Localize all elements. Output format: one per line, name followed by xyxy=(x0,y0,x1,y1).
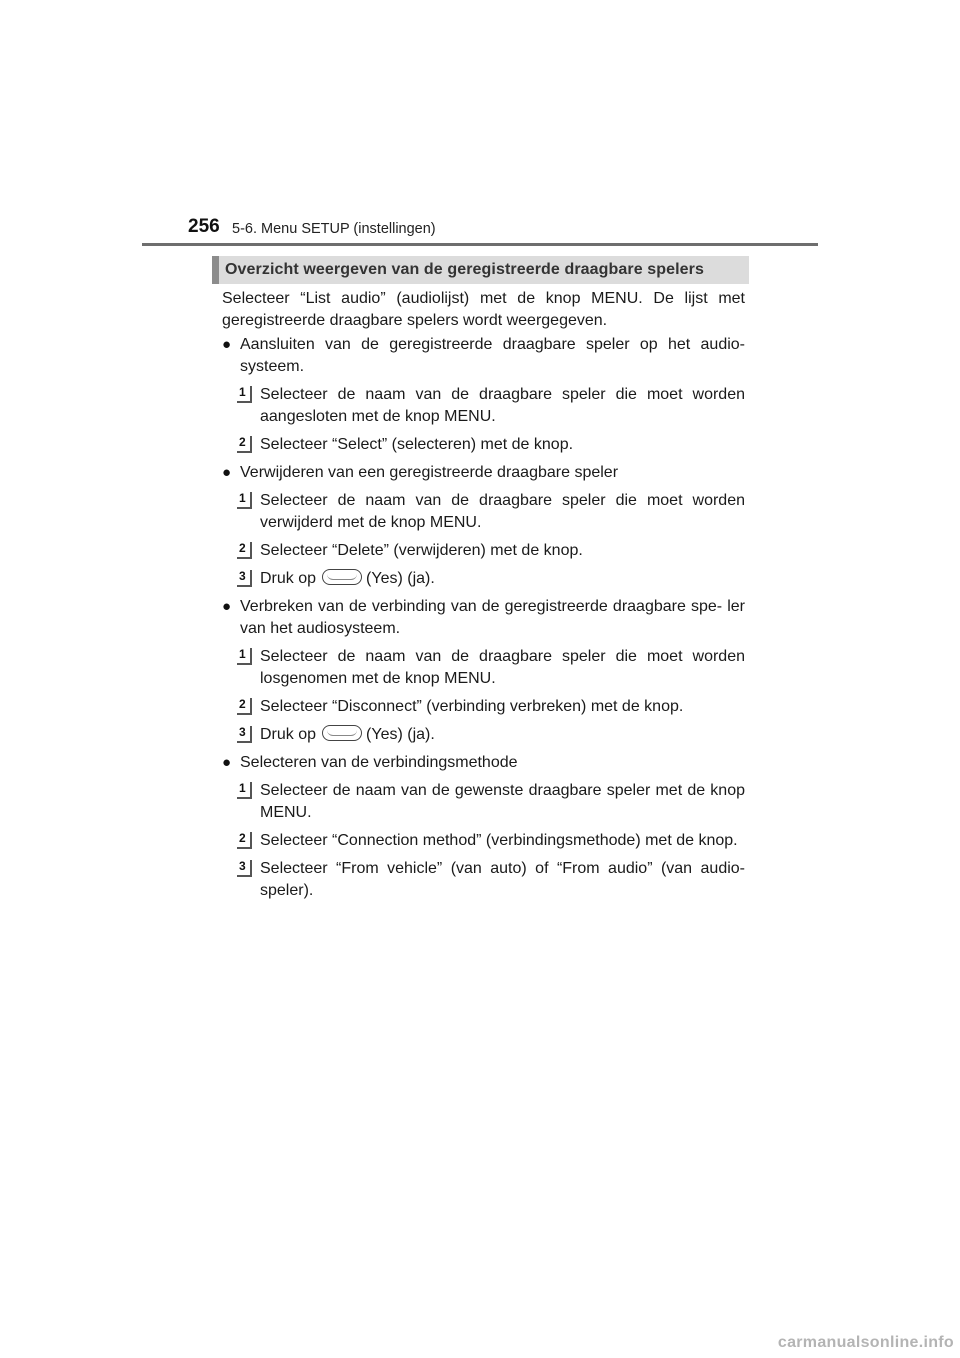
step-text-post: (Yes) (ja). xyxy=(366,570,435,587)
content xyxy=(222,288,745,908)
step-item xyxy=(222,858,745,902)
bullet-item xyxy=(222,596,745,640)
intro-paragraph: Selecteer “List audio” (audiolijst) met de knop MENU. De lijst met geregistreerde draagbare spelers wordt weergegeven. xyxy=(222,290,745,329)
header-rule xyxy=(142,243,818,246)
page-number: 256 xyxy=(188,216,220,237)
bullet-text: Aansluiten van de geregistreerde draagbare speler op het audio- systeem. xyxy=(240,336,745,375)
watermark: carmanualsonline.info xyxy=(777,1334,954,1351)
step-number: 1 xyxy=(237,492,252,509)
step-number: 1 xyxy=(237,782,252,799)
step-text: Selecteer “Select” (selecteren) met de knop. xyxy=(260,436,574,453)
step-item xyxy=(222,540,745,562)
bullet-text: Selecteren van de verbindingsmethode xyxy=(240,754,518,771)
step-item xyxy=(222,384,745,428)
step-number: 2 xyxy=(237,832,252,849)
step-item xyxy=(222,780,745,824)
bullet-icon: ● xyxy=(222,754,232,771)
instruction-group xyxy=(222,752,745,902)
step-number: 1 xyxy=(237,386,252,403)
step-text: Selecteer de naam van de draagbare speler die moet worden aangesloten met de knop MENU. xyxy=(260,386,745,425)
step-item xyxy=(222,830,745,852)
section-title: Overzicht weergeven van de geregistreerde draagbare spelers xyxy=(225,261,705,278)
bullet-item xyxy=(222,462,745,484)
step-item xyxy=(222,434,745,456)
step-item xyxy=(222,490,745,534)
bullet-icon: ● xyxy=(222,336,232,353)
instruction-group xyxy=(222,596,745,746)
bullet-icon: ● xyxy=(222,598,232,615)
step-number: 1 xyxy=(237,648,252,665)
step-number: 3 xyxy=(237,860,252,877)
step-text: Selecteer “Delete” (verwijderen) met de knop. xyxy=(260,542,583,559)
step-number: 2 xyxy=(237,698,252,715)
bullet-item xyxy=(222,334,745,378)
step-text: Selecteer “From vehicle” (van auto) of “From audio” (van audio- speler). xyxy=(260,860,745,899)
oval-button-icon xyxy=(322,725,362,741)
step-item xyxy=(222,696,745,718)
step-text: Selecteer “Disconnect” (verbinding verbreken) met de knop. xyxy=(260,698,684,715)
step-text-pre: Druk op xyxy=(260,570,317,587)
bullet-item xyxy=(222,752,745,774)
step-number: 2 xyxy=(237,542,252,559)
bullet-text: Verbreken van de verbinding van de geregistreerde draagbare spe- ler van het audiosysteem. xyxy=(240,598,745,637)
bullet-icon: ● xyxy=(222,464,232,481)
step-number: 3 xyxy=(237,570,252,587)
instruction-group xyxy=(222,334,745,456)
step-text-pre: Druk op xyxy=(260,726,317,743)
section-label: 5-6. Menu SETUP (instellingen) xyxy=(232,221,436,237)
step-item xyxy=(222,568,745,590)
oval-button-icon xyxy=(322,569,362,585)
step-text-post: (Yes) (ja). xyxy=(366,726,435,743)
step-item xyxy=(222,724,745,746)
step-item xyxy=(222,646,745,690)
step-number: 3 xyxy=(237,726,252,743)
step-text: Selecteer “Connection method” (verbindingsmethode) met de knop. xyxy=(260,832,738,849)
section-title-bar xyxy=(212,256,749,284)
instruction-group xyxy=(222,462,745,590)
step-number: 2 xyxy=(237,436,252,453)
step-text: Selecteer de naam van de draagbare speler die moet worden verwijderd met de knop MENU. xyxy=(260,492,745,531)
step-text: Selecteer de naam van de gewenste draagbare speler met de knop MENU. xyxy=(260,782,745,821)
step-text: Selecteer de naam van de draagbare speler die moet worden losgenomen met de knop MENU. xyxy=(260,648,745,687)
bullet-text: Verwijderen van een geregistreerde draagbare speler xyxy=(240,464,619,481)
